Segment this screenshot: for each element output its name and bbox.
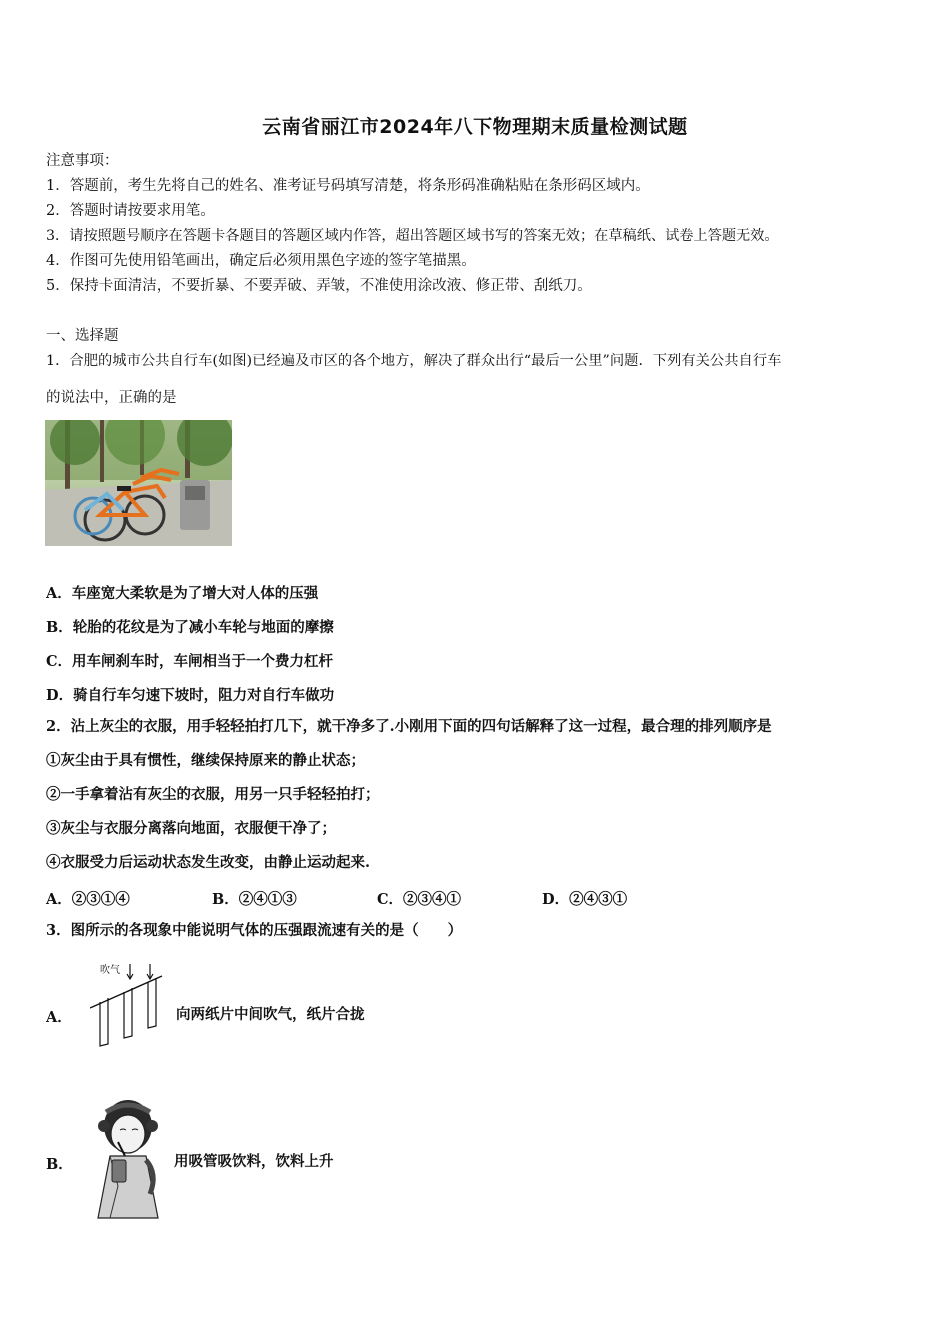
q3-stem: 3．图所示的各现象中能说明气体的压强跟流速有关的是（ ） [46, 922, 463, 939]
q1-stem: 1．合肥的城市公共自行车(如图)已经遍及市区的各个地方，解决了群众出行“最后一公里”问题．下列有关公共自行车 [46, 353, 782, 369]
q2-statement: ①灰尘由于具有惯性，继续保持原来的静止状态； [46, 752, 365, 769]
q3-option-b-text: 用吸管吸饮料，饮料上升 [174, 1153, 334, 1170]
notice-item: 5．保持卡面清洁，不要折暴、不要弄破、弄皱，不准使用涂改液、修正带、刮纸刀。 [46, 278, 592, 294]
q1-option-a: A．车座宽大柔软是为了增大对人体的压强 [46, 585, 319, 602]
notice-item: 3．请按照题号顺序在答题卡各题目的答题区域内作答，超出答题区域书写的答案无效；在草稿纸、试卷上答题无效。 [46, 228, 779, 244]
q2-stem: 2．沾上灰尘的衣服，用手轻轻拍打几下，就干净多了.小刚用下面的四句话解释了这一过程，最合理的排列顺序是 [46, 718, 772, 735]
notice-item: 4．作图可先使用铅笔画出，确定后必须用黑色字迹的签字笔描黑。 [46, 253, 476, 269]
q1-option-b: B．轮胎的花纹是为了减小车轮与地面的摩擦 [46, 619, 334, 636]
page-title: 云南省丽江市2024年八下物理期末质量检测试题 [262, 116, 688, 138]
girl-drinking-straw-figure [88, 1090, 168, 1220]
q3-option-a-text: 向两纸片中间吹气，纸片合拢 [176, 1006, 365, 1023]
q3-option-b-letter: B． [46, 1156, 73, 1173]
q2-option-a: A．②③①④ [46, 891, 130, 908]
section-heading: 一、选择题 [46, 328, 119, 344]
q2-statement: ③灰尘与衣服分离落向地面，衣服便干净了； [46, 820, 336, 837]
q2-statement: ④衣服受力后运动状态发生改变，由静止运动起来. [46, 854, 371, 871]
notice-item: 1．答题前，考生先将自己的姓名、准考证号码填写清楚，将条形码准确粘贴在条形码区域内。 [46, 178, 650, 194]
q2-option-b: B．②④①③ [212, 891, 297, 908]
q2-option-d: D．②④③① [542, 891, 628, 908]
blow-air-label: 吹气 [100, 965, 120, 976]
notice-heading: 注意事项： [46, 153, 119, 169]
q3-option-a-letter: A． [46, 1009, 72, 1026]
paper-sheets-icon [90, 958, 170, 1050]
bicycle-photo [45, 420, 232, 546]
paper-blowing-figure [90, 958, 170, 1050]
q1-option-d: D．骑自行车匀速下坡时，阻力对自行车做功 [46, 687, 335, 704]
q2-statement: ②一手拿着沾有灰尘的衣服，用另一只手轻轻拍打； [46, 786, 380, 803]
q1-stem-cont: 的说法中，正确的是 [46, 390, 177, 406]
q1-option-c: C．用车闸刹车时，车闸相当于一个费力杠杆 [46, 653, 334, 670]
notice-item: 2．答题时请按要求用笔。 [46, 203, 215, 219]
q2-option-c: C．②③④① [377, 891, 462, 908]
